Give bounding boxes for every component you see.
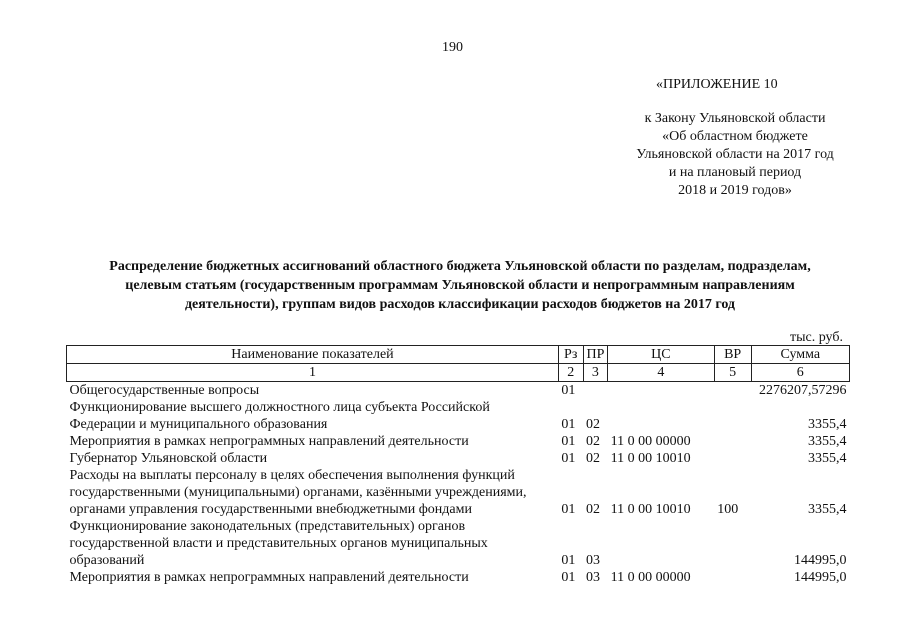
header-row xyxy=(67,346,850,364)
row-pr: 02 xyxy=(586,434,601,449)
header-rz: Рз xyxy=(558,346,583,364)
row-vr xyxy=(714,569,751,586)
law-line: «Об областном бюджете xyxy=(662,129,808,144)
row-rz: 01 xyxy=(561,570,576,585)
header-pr: ПР xyxy=(583,346,608,364)
row-cs: 11 0 00 10010 xyxy=(610,451,691,466)
row-sum: 3355,4 xyxy=(808,434,847,449)
row-cs: 11 0 00 00000 xyxy=(610,570,691,585)
row-pr: 02 xyxy=(586,502,601,517)
row-vr xyxy=(714,382,751,400)
budget-table xyxy=(66,345,850,586)
row-sum: 3355,4 xyxy=(808,502,847,517)
row-name: Функционирование законодательных (представительных) органов государственной власти и представительных органов муниципальных образований xyxy=(69,519,488,568)
column-number: 3 xyxy=(583,364,608,382)
law-line: и на плановый период xyxy=(668,165,802,180)
row-name: Мероприятия в рамках непрограммных направлений деятельности xyxy=(69,570,469,585)
row-sum: 144995,0 xyxy=(794,553,847,568)
document-title: Распределение бюджетных ассигнований областного бюджета Ульяновской области по разделам, подразделам, целевым статьям (государственным программам Ульяновской области и непрограммным направлениям деятельности), группам видов расходов классификации расходов бюджетов на 2017 год xyxy=(109,259,811,312)
row-cs xyxy=(608,399,715,433)
table-row xyxy=(67,450,850,467)
row-rz: 01 xyxy=(561,502,576,517)
row-pr: 02 xyxy=(586,451,601,466)
law-line: к Закону Ульяновской области xyxy=(644,111,826,126)
row-rz: 01 xyxy=(561,553,576,568)
row-sum: 2276207,57296 xyxy=(759,383,847,398)
row-rz: 01 xyxy=(561,383,576,398)
row-sum: 144995,0 xyxy=(794,570,847,585)
table-row xyxy=(67,382,850,400)
header-name: Наименование показателей xyxy=(67,346,559,364)
appendix-title: «ПРИЛОЖЕНИЕ 10 xyxy=(656,77,778,92)
table-row xyxy=(67,467,850,518)
row-sum: 3355,4 xyxy=(808,451,847,466)
row-name: Губернатор Ульяновской области xyxy=(69,451,268,466)
row-name: Мероприятия в рамках непрограммных направлений деятельности xyxy=(69,434,469,449)
row-pr: 02 xyxy=(586,417,601,432)
column-number: 4 xyxy=(608,364,715,382)
row-vr xyxy=(714,433,751,450)
law-line: 2018 и 2019 годов» xyxy=(678,183,792,198)
column-number: 5 xyxy=(714,364,751,382)
table-row xyxy=(67,569,850,586)
page-number: 190 xyxy=(442,40,463,55)
table-row xyxy=(67,399,850,433)
table-row xyxy=(67,518,850,569)
column-number-row xyxy=(67,364,850,382)
row-sum: 3355,4 xyxy=(808,417,847,432)
law-line: Ульяновской области на 2017 год xyxy=(636,147,834,162)
row-rz: 01 xyxy=(561,451,576,466)
row-name: Расходы на выплаты персоналу в целях обеспечения выполнения функций государственными (муниципальными) органами, казёнными учреждениями, органами управления государственными внебюджетными фондами xyxy=(69,468,527,517)
header-vr: ВР xyxy=(714,346,751,364)
row-vr xyxy=(714,450,751,467)
row-vr xyxy=(714,518,751,569)
row-cs xyxy=(608,518,715,569)
units-label: тыс. руб. xyxy=(790,330,843,345)
row-pr xyxy=(583,382,608,400)
law-reference xyxy=(600,110,870,200)
row-name: Общегосударственные вопросы xyxy=(69,383,260,398)
header-cs: ЦС xyxy=(608,346,715,364)
column-number: 2 xyxy=(558,364,583,382)
table-row xyxy=(67,433,850,450)
row-name: Функционирование высшего должностного лица субъекта Российской Федерации и муниципального образования xyxy=(69,400,490,432)
row-pr: 03 xyxy=(586,553,601,568)
column-number: 6 xyxy=(751,364,849,382)
row-vr xyxy=(714,399,751,433)
row-rz: 01 xyxy=(561,417,576,432)
header-sum: Сумма xyxy=(751,346,849,364)
row-vr: 100 xyxy=(717,502,739,517)
row-pr: 03 xyxy=(586,570,601,585)
row-cs xyxy=(608,382,715,400)
row-cs: 11 0 00 10010 xyxy=(610,502,691,517)
column-number: 1 xyxy=(67,364,559,382)
row-rz: 01 xyxy=(561,434,576,449)
row-cs: 11 0 00 00000 xyxy=(610,434,691,449)
